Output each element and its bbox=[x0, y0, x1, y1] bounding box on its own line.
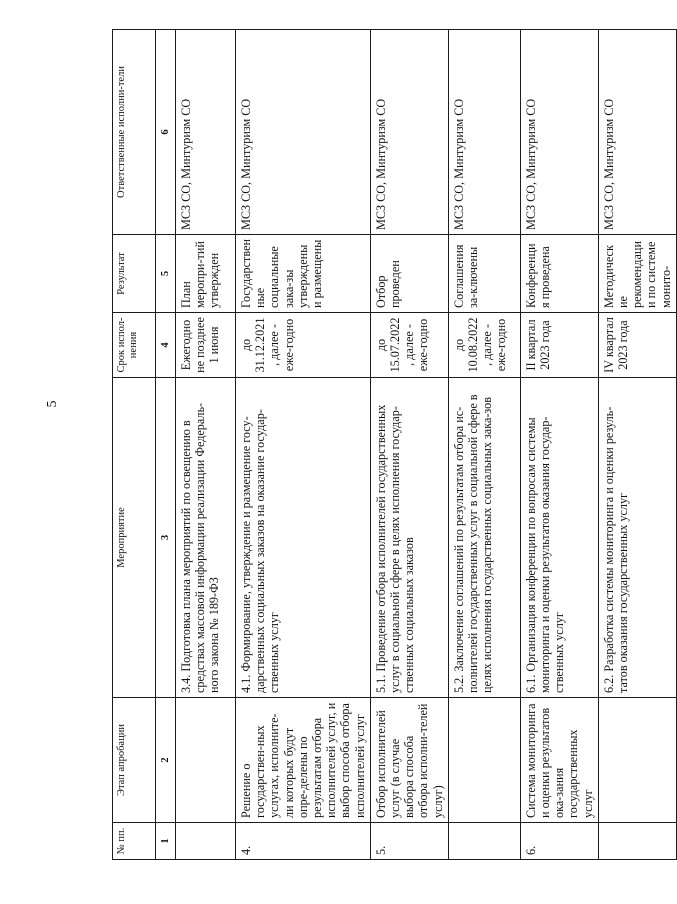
row-event: 6.1. Организация конференции по вопросам системы мониторинга и оценки результатов оказания государ-ственных услуг bbox=[520, 378, 598, 698]
table-header-row bbox=[113, 30, 156, 860]
row-stage bbox=[176, 698, 236, 823]
row-number: 4. bbox=[236, 823, 371, 860]
col-number-2: 2 bbox=[156, 698, 176, 823]
table-row bbox=[236, 30, 371, 860]
row-stage bbox=[598, 698, 676, 823]
row-result: Отбор проведен bbox=[370, 235, 448, 313]
row-responsible: МСЗ СО, Минтуризм СО bbox=[370, 30, 448, 235]
row-result: План меропри-тий утвержден bbox=[176, 235, 236, 313]
page-number: 5 bbox=[45, 400, 60, 408]
row-result: Методические рекомендации по системе монито- bbox=[598, 235, 676, 313]
row-deadline: до 15.07.2022, далее - еже-годно bbox=[370, 313, 448, 378]
row-number bbox=[598, 823, 676, 860]
table-row bbox=[520, 30, 598, 860]
row-responsible: МСЗ СО, Минтуризм СО bbox=[236, 30, 371, 235]
row-responsible: МСЗ СО, Минтуризм СО bbox=[520, 30, 598, 235]
row-deadline: Ежегодно не позднее 1 июня bbox=[176, 313, 236, 378]
col-number-5: 5 bbox=[156, 235, 176, 313]
row-stage bbox=[448, 698, 520, 823]
row-event: 5.2. Заключение соглашений по результатам отбора ис-полнителей государственных услуг в социальной сфере в целях исполнения государственных социальных зака-зов bbox=[448, 378, 520, 698]
col-number-6: 6 bbox=[156, 30, 176, 235]
row-event: 5.1. Проведение отбора исполнителей государственных услуг в социальной сфере в целях исполнения государ-ственных социальных заказов bbox=[370, 378, 448, 698]
row-event: 4.1. Формирование, утверждение и размещение госу-дарственных социальных заказов на оказание государ-ственных услуг bbox=[236, 378, 371, 698]
table-row bbox=[176, 30, 236, 860]
table-row bbox=[370, 30, 448, 860]
row-number: 5. bbox=[370, 823, 448, 860]
table-row bbox=[448, 30, 520, 860]
row-number: 6. bbox=[520, 823, 598, 860]
row-deadline: II квартал 2023 года bbox=[520, 313, 598, 378]
col-number-3: 3 bbox=[156, 378, 176, 698]
header-event: Мероприятие bbox=[113, 378, 156, 698]
row-stage: Решение о государствен-ных услугах, исполните-ли которых будут опре-делены по результатам отбора исполнителей услуг, и выбор способа отбора исполнителей услуг bbox=[236, 698, 371, 823]
row-event: 3.4. Подготовка плана мероприятий по освещению в средствах массовой информации реализации Федераль-ного закона № 189-ФЗ bbox=[176, 378, 236, 698]
col-number-1: 1 bbox=[156, 823, 176, 860]
row-result: Государственные социальные зака-зы утверждены и размещены bbox=[236, 235, 371, 313]
header-deadline: Срок испол-нения bbox=[113, 313, 156, 378]
rotated-page bbox=[112, 30, 673, 860]
column-number-row bbox=[156, 30, 176, 860]
header-number: № пп. bbox=[113, 823, 156, 860]
row-responsible: МСЗ СО, Минтуризм СО bbox=[176, 30, 236, 235]
row-deadline: до 10.08.2022, далее - еже-годно bbox=[448, 313, 520, 378]
header-result: Результат bbox=[113, 235, 156, 313]
row-stage: Отбор исполнителей услуг (в случае выбора способа отбора исполни-телей услуг) bbox=[370, 698, 448, 823]
col-number-4: 4 bbox=[156, 313, 176, 378]
row-deadline: IV квартал 2023 года bbox=[598, 313, 676, 378]
row-stage: Система мониторинга и оценки результатов ока-зания государственных услуг bbox=[520, 698, 598, 823]
row-result: Соглашения за-ключены bbox=[448, 235, 520, 313]
header-stage: Этап апробации bbox=[113, 698, 156, 823]
row-responsible: МСЗ СО, Минтуризм СО bbox=[598, 30, 676, 235]
row-responsible: МСЗ СО, Минтуризм СО bbox=[448, 30, 520, 235]
row-event: 6.2. Разработка системы мониторинга и оценки резуль-татов оказания государственных услуг bbox=[598, 378, 676, 698]
row-number bbox=[176, 823, 236, 860]
action-plan-table bbox=[112, 29, 677, 860]
row-deadline: до 31.12.2021, далее - еже-годно bbox=[236, 313, 371, 378]
header-responsible: Ответственные исполни-тели bbox=[113, 30, 156, 235]
row-number bbox=[448, 823, 520, 860]
table-row bbox=[598, 30, 676, 860]
row-result: Конференция проведена bbox=[520, 235, 598, 313]
